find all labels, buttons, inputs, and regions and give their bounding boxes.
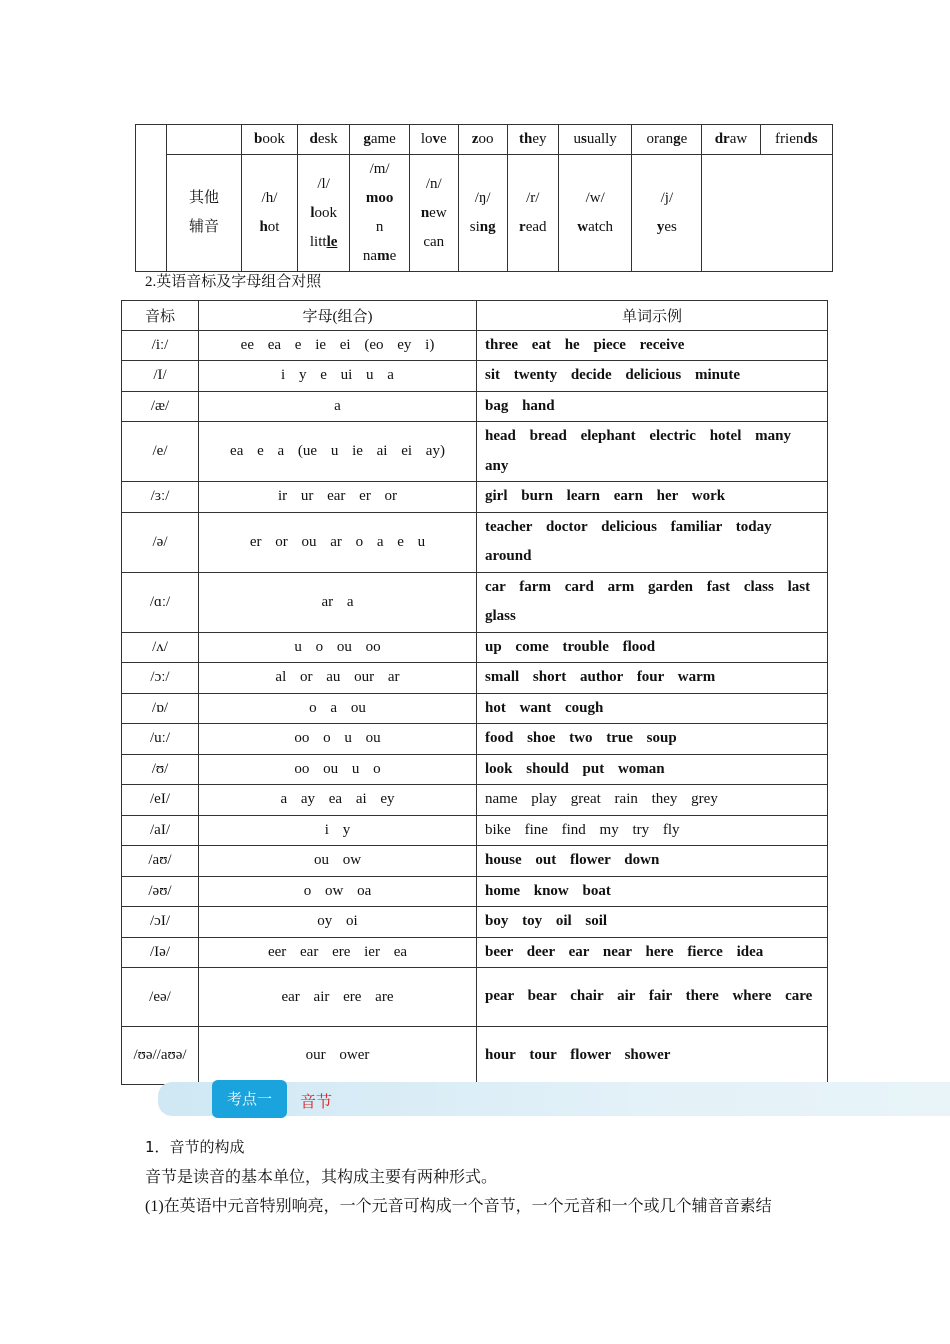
consonant-table <box>135 124 833 272</box>
table-row <box>122 815 828 846</box>
symbol: /eə/ <box>122 968 199 1027</box>
symbol: /ɔI/ <box>122 907 199 938</box>
n-cell: /n/ new can <box>409 155 458 272</box>
header-symbol: 音标 <box>122 301 199 331</box>
table-row <box>122 754 828 785</box>
letters: al or au our ar <box>199 663 477 694</box>
table-row <box>122 724 828 755</box>
letters: a <box>199 391 477 422</box>
symbol: /əʊ/ <box>122 876 199 907</box>
j-cell: /j/ yes <box>632 155 702 272</box>
table-row <box>122 632 828 663</box>
example-words: food shoe two true soup <box>477 724 828 755</box>
example-words: small short author four warm <box>477 663 828 694</box>
phonetic-mapping-table <box>121 300 828 1085</box>
example-words: look should put woman <box>477 754 828 785</box>
example-words: three eat he piece receive <box>477 330 828 361</box>
example-words: bag hand <box>477 391 828 422</box>
example-words: girl burn learn earn her work <box>477 482 828 513</box>
word-cell: love <box>409 125 458 155</box>
letters: o a ou <box>199 693 477 724</box>
letters: oo o u ou <box>199 724 477 755</box>
table-row <box>122 693 828 724</box>
word-cell: usually <box>558 125 631 155</box>
example-words: beer deer ear near here fierce idea <box>477 937 828 968</box>
empty-cell <box>702 155 833 272</box>
letters: er or ou ar o a e u <box>199 512 477 572</box>
example-words: hot want cough <box>477 693 828 724</box>
table-row <box>122 391 828 422</box>
table-row <box>122 785 828 816</box>
example-words: head bread elephant electric hotel many any <box>477 422 828 482</box>
letters: eer ear ere ier ea <box>199 937 477 968</box>
symbol: /ʊ/ <box>122 754 199 785</box>
table-row <box>122 482 828 513</box>
table-caption: 2.英语音标及字母组合对照 <box>145 274 322 290</box>
header-letters: 字母(组合) <box>199 301 477 331</box>
section-tag: 考点一 <box>212 1080 287 1118</box>
letters: oy oi <box>199 907 477 938</box>
table-row <box>122 937 828 968</box>
symbol: /Iə/ <box>122 937 199 968</box>
symbol: /æ/ <box>122 391 199 422</box>
letters: ee ea e ie ei (eo ey i) <box>199 330 477 361</box>
table-row <box>122 361 828 392</box>
example-words: name play great rain they grey <box>477 785 828 816</box>
symbol: /ə/ <box>122 512 199 572</box>
example-words: hour tour flower shower <box>477 1027 828 1085</box>
example-words: house out flower down <box>477 846 828 877</box>
header-words: 单词示例 <box>477 301 828 331</box>
table-row <box>122 968 828 1027</box>
letters: i y <box>199 815 477 846</box>
letters: o ow oa <box>199 876 477 907</box>
symbol: /e/ <box>122 422 199 482</box>
blank-cell <box>167 125 242 155</box>
table-row <box>122 330 828 361</box>
example-words: home know boat <box>477 876 828 907</box>
word-cell: book <box>242 125 298 155</box>
symbol: /ɑː/ <box>122 572 199 632</box>
letters: a ay ea ai ey <box>199 785 477 816</box>
table-row <box>122 907 828 938</box>
example-words: teacher doctor delicious familiar today around <box>477 512 828 572</box>
table-row <box>122 663 828 694</box>
table-row <box>122 572 828 632</box>
word-cell: zoo <box>458 125 507 155</box>
letters: i y e ui u a <box>199 361 477 392</box>
table-row <box>122 512 828 572</box>
table-row <box>122 846 828 877</box>
letters: our ower <box>199 1027 477 1085</box>
symbol: /ɔː/ <box>122 663 199 694</box>
table-row <box>122 876 828 907</box>
l-cell: /l/ look little <box>297 155 349 272</box>
header-word-row <box>136 125 833 155</box>
m-cell: /m/ moo n name <box>350 155 409 272</box>
symbol: /uː/ <box>122 724 199 755</box>
word-cell: game <box>350 125 409 155</box>
table-row <box>122 422 828 482</box>
example-words: up come trouble flood <box>477 632 828 663</box>
symbol: /ʊə//aʊə/ <box>122 1027 199 1085</box>
symbol: /ɜː/ <box>122 482 199 513</box>
ng-cell: /ŋ/ sing <box>458 155 507 272</box>
paragraph: 音节是读音的基本单位，其构成主要有两种形式。 <box>145 1169 498 1186</box>
paragraph: (1)在英语中元音特别响亮，一个元音可构成一个音节，一个元音和一个或几个辅音音素结 <box>145 1198 772 1215</box>
word-cell: draw <box>702 125 760 155</box>
letters: ar a <box>199 572 477 632</box>
letters: oo ou u o <box>199 754 477 785</box>
word-cell: friends <box>760 125 832 155</box>
example-words: car farm card arm garden fast class last glass <box>477 572 828 632</box>
word-cell: they <box>507 125 558 155</box>
example-words: sit twenty decide delicious minute <box>477 361 828 392</box>
w-cell: /w/ watch <box>558 155 631 272</box>
word-cell: desk <box>297 125 349 155</box>
symbol: /I/ <box>122 361 199 392</box>
word-cell: orange <box>632 125 702 155</box>
symbol: /aI/ <box>122 815 199 846</box>
letters: ear air ere are <box>199 968 477 1027</box>
row-label: 其他 辅音 <box>167 155 242 272</box>
letters: u o ou oo <box>199 632 477 663</box>
section-title: 音节 <box>300 1092 333 1111</box>
example-words: bike fine find my try fly <box>477 815 828 846</box>
symbol: /eI/ <box>122 785 199 816</box>
letters: ir ur ear er or <box>199 482 477 513</box>
letters: ou ow <box>199 846 477 877</box>
other-consonants-row <box>136 155 833 272</box>
example-words: pear bear chair air fair there where care <box>477 968 828 1027</box>
table-row <box>122 1027 828 1085</box>
symbol: /ʌ/ <box>122 632 199 663</box>
letters: ea e a (ue u ie ai ei ay) <box>199 422 477 482</box>
header-row <box>122 301 828 331</box>
symbol: /ɒ/ <box>122 693 199 724</box>
symbol: /iː/ <box>122 330 199 361</box>
example-words: boy toy oil soil <box>477 907 828 938</box>
r-cell: /r/ read <box>507 155 558 272</box>
symbol: /aʊ/ <box>122 846 199 877</box>
left-merged-cell <box>136 125 167 272</box>
h-cell: /h/ hot <box>242 155 298 272</box>
subheading: 1．音节的构成 <box>145 1138 245 1156</box>
